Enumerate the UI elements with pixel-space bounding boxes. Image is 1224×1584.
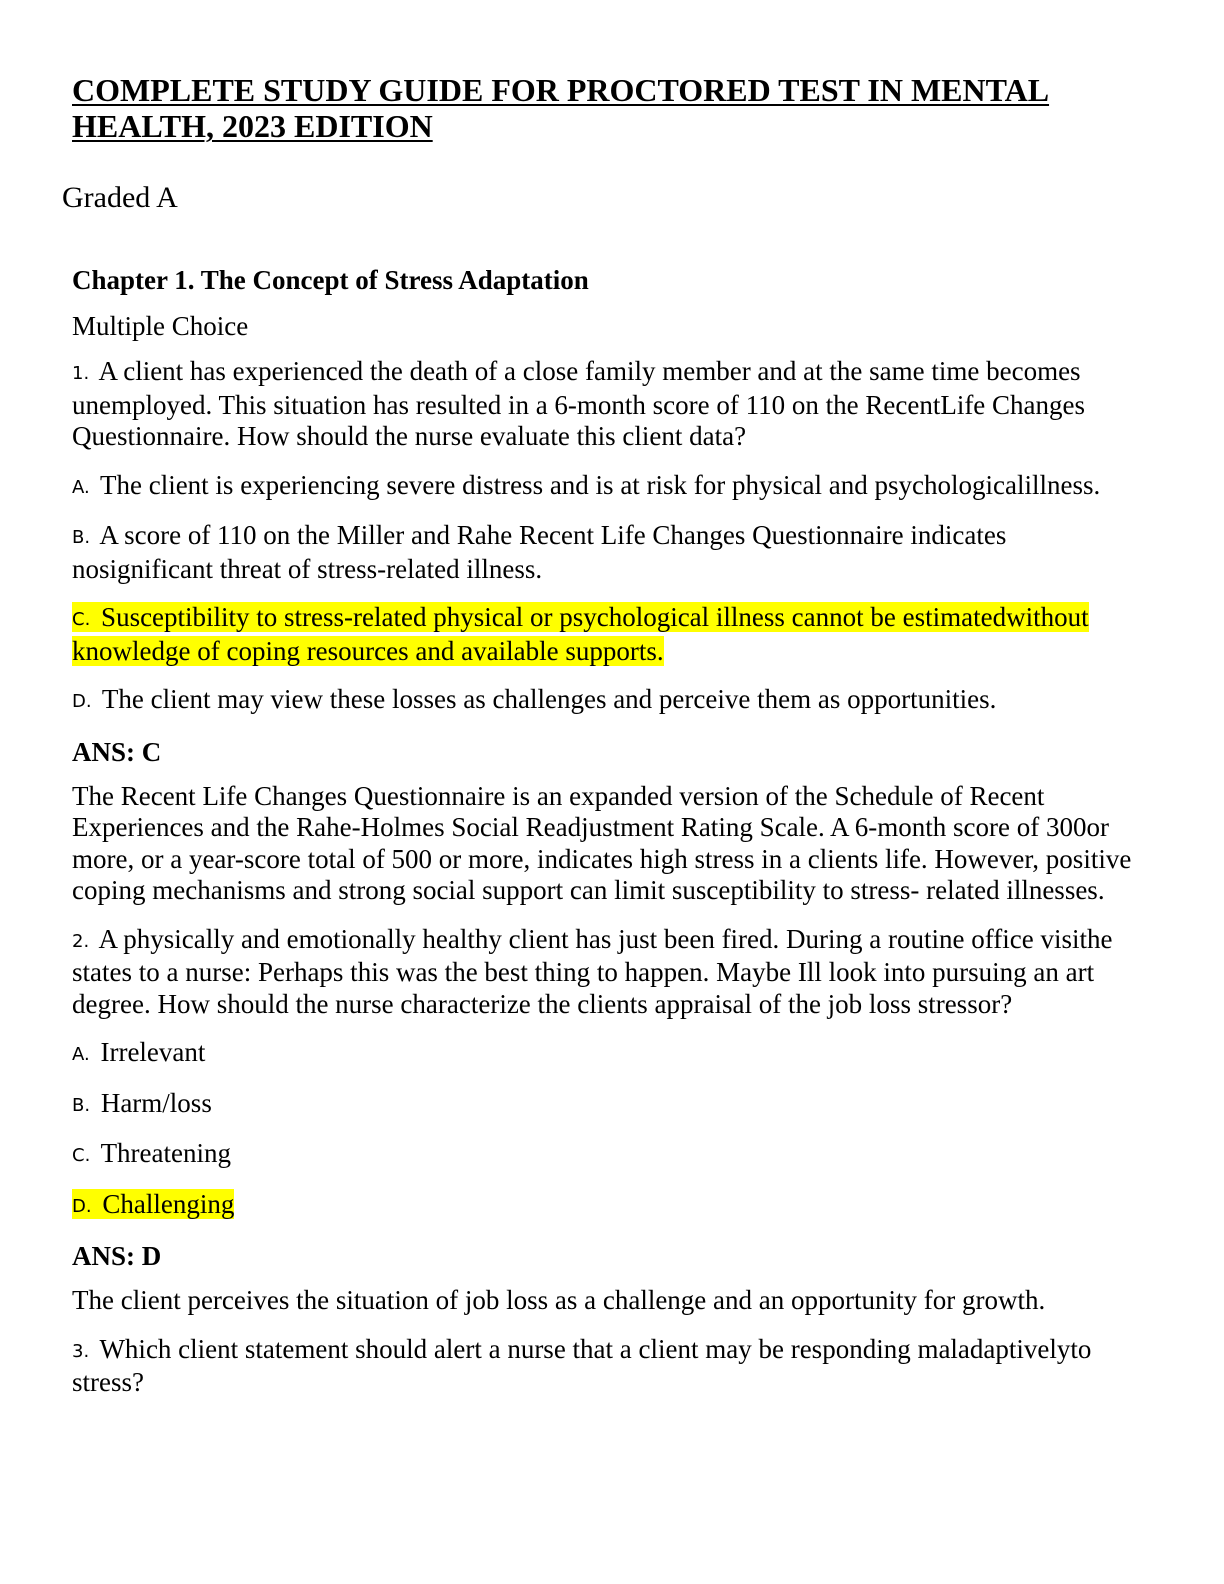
option-letter: C.	[72, 609, 91, 630]
answer-option	[72, 1088, 1152, 1122]
answer-option	[72, 684, 1152, 718]
option-text: The client may view these losses as challenges and perceive them as opportunities.	[101, 684, 997, 714]
document-title: COMPLETE STUDY GUIDE FOR PROCTORED TEST IN MENTAL HEALTH, 2023 EDITION	[72, 72, 1050, 144]
answer-option	[72, 520, 1152, 585]
option-letter: A.	[72, 1044, 90, 1065]
highlighted-answer	[72, 1189, 234, 1219]
answer-option	[72, 1138, 1152, 1172]
question-number: 2.	[72, 930, 90, 952]
option-text: Susceptibility to stress-related physical or psychological illness cannot be estimatedwithout knowledge of coping resources and available supports.	[72, 602, 1089, 666]
section-type: Multiple Choice	[72, 311, 249, 341]
option-letter: D.	[72, 691, 92, 712]
option-letter: B.	[72, 1094, 91, 1116]
answer-option	[72, 1037, 1152, 1071]
rationale: The Recent Life Changes Questionnaire is an expanded version of the Schedule of Recent Experiences and the Rahe-Holmes Social Readjustment Rating Scale. A 6-month score of 300or more, or a year-score total of 500 or more, indicates high stress in a clients life. However, positive coping mechanisms and strong social support can limit susceptibility to stress- related illnesses.	[72, 780, 1132, 905]
question-stem	[72, 356, 1152, 453]
answer-option-correct	[72, 602, 1152, 667]
option-text: Irrelevant	[100, 1037, 206, 1067]
answer-option-correct	[72, 1189, 1152, 1223]
option-text: Harm/loss	[100, 1087, 212, 1118]
question-number: 3.	[72, 1340, 90, 1362]
option-text: Challenging	[102, 1188, 235, 1219]
option-text: Threatening	[100, 1138, 232, 1168]
question-stem	[72, 1334, 1152, 1399]
question-text: A client has experienced the death of a close family member and at the same time becomes unemployed. This situation has resulted in a 6-month score of 110 on the RecentLife Changes Questionnaire. How should the nurse evaluate this client data?	[72, 356, 1086, 451]
option-letter: A.	[72, 476, 90, 498]
highlighted-answer	[72, 602, 1089, 666]
rationale: The client perceives the situation of job loss as a challenge and an opportunity for growth.	[72, 1285, 1046, 1315]
option-letter: B.	[72, 527, 91, 548]
option-letter: D.	[72, 1195, 92, 1217]
question-number: 1.	[72, 363, 90, 384]
grade-label: Graded A	[62, 181, 178, 214]
document-body	[72, 262, 1152, 1416]
answer-option	[72, 470, 1152, 504]
answer-key: ANS: D	[72, 1241, 162, 1271]
answer-key: ANS: C	[72, 736, 162, 767]
chapter-heading: Chapter 1. The Concept of Stress Adaptation	[72, 265, 589, 295]
question-text: Which client statement should alert a nurse that a client may be responding maladaptivelyto stress?	[72, 1333, 1092, 1397]
question-stem	[72, 924, 1152, 1021]
option-text: A score of 110 on the Miller and Rahe Recent Life Changes Questionnaire indicates nosignificant threat of stress-related illness.	[72, 520, 1007, 584]
option-letter: C.	[72, 1145, 91, 1166]
option-text: The client is experiencing severe distress and is at risk for physical and psychologicalillness.	[99, 469, 1101, 500]
question-text: A physically and emotionally healthy client has just been fired. During a routine office visithe states to a nurse: Perhaps this was the best thing to happen. Maybe Ill look into pursuing an art degree. How should the nurse characterize the clients appraisal of the job loss stressor?	[72, 923, 1113, 1019]
